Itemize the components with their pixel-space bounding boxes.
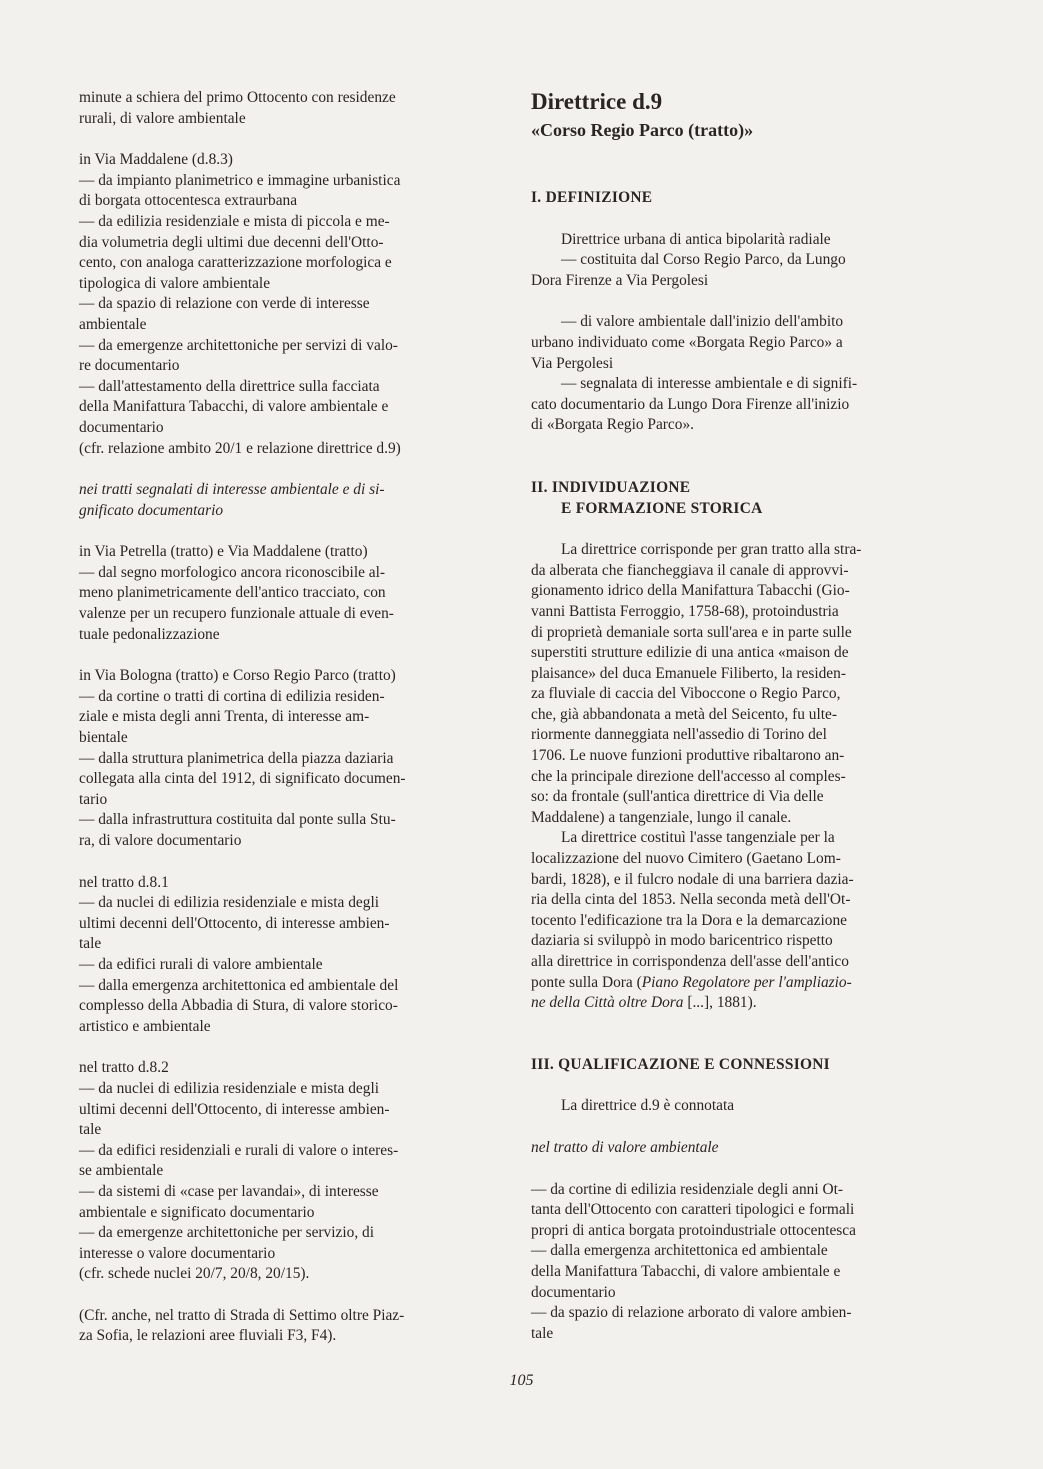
text-span-italic: ne della Città oltre Dora — [531, 994, 684, 1012]
text-line: tanta dell'Ottocento con caratteri tipologici e formali — [531, 1201, 855, 1219]
text-line: — da emergenze architettoniche per servizio, di — [79, 1224, 374, 1242]
text-line: cato documentario da Lungo Dora Firenze all'inizio — [531, 395, 850, 413]
text-line: — da impianto planimetrico e immagine urbanistica — [79, 171, 401, 189]
text-line: La direttrice costituì l'asse tangenziale per la — [561, 829, 835, 847]
text-line: in Via Maddalene (d.8.3) — [79, 151, 233, 169]
text-line: La direttrice corrisponde per gran tratto alla stra- — [561, 541, 862, 559]
text-line: — da nuclei di edilizia residenziale e mista degli — [79, 894, 380, 912]
text-line: che la principale direzione dell'accesso al comples- — [531, 767, 846, 785]
text-line: della Manifattura Tabacchi, di valore ambientale e — [79, 398, 389, 416]
text-line: complesso della Abbadia di Stura, di valore storico- — [79, 997, 398, 1015]
text-line: ultimi decenni dell'Ottocento, di interesse ambien- — [79, 1100, 390, 1118]
right-column — [531, 88, 939, 1344]
text-line: Dora Firenze a Via Pergolesi — [531, 271, 709, 289]
text-line: — da cortine di edilizia residenziale degli anni Ot- — [531, 1180, 843, 1198]
text-line: tale — [531, 1324, 554, 1342]
text-line: (Cfr. anche, nel tratto di Strada di Settimo oltre Piaz- — [79, 1306, 405, 1324]
text-line: — dalla emergenza architettonica ed ambientale del — [79, 976, 399, 994]
text-line: — segnalata di interesse ambientale e di signifi- — [561, 375, 858, 393]
text-line: so: da frontale (sull'antica direttrice di Via delle — [531, 788, 824, 806]
text-line: interesse o valore documentario — [79, 1244, 276, 1262]
text-line: — dal segno morfologico ancora riconoscibile al- — [79, 563, 386, 581]
text-line: tocento l'edificazione tra la Dora e la demarcazione — [531, 911, 847, 929]
text-line: minute a schiera del primo Ottocento con residenze — [79, 89, 396, 106]
heading-line: E FORMAZIONE STORICA — [561, 499, 763, 517]
text-line: di «Borgata Regio Parco». — [531, 416, 694, 434]
text-line: nel tratto d.8.2 — [79, 1059, 169, 1077]
text-line: tale — [79, 1121, 102, 1139]
page-number: 105 — [509, 1372, 534, 1389]
text-line: — di valore ambientale dall'inizio dell'ambito — [561, 313, 844, 331]
text-line: rurali, di valore ambientale — [79, 109, 246, 127]
text-line: se ambientale — [79, 1162, 164, 1180]
text-line: documentario — [79, 418, 164, 436]
text-span: ponte sulla Dora ( — [531, 973, 642, 991]
text-line: collegata alla cinta del 1912, di significato documen- — [79, 770, 406, 788]
text-line: propri di antica borgata protoindustriale ottocentesca — [531, 1221, 856, 1239]
text-line: — dall'attestamento della direttrice sulla facciata — [79, 377, 380, 395]
heading-line: II. INDIVIDUAZIONE — [531, 478, 691, 496]
text-line: — costituita dal Corso Regio Parco, da Lungo — [561, 251, 846, 269]
heading-individuazione — [531, 478, 939, 519]
text-line: La direttrice d.9 è connotata — [561, 1097, 735, 1115]
text-line: — da edilizia residenziale e mista di piccola e me- — [79, 212, 390, 230]
text-line: — da edifici rurali di valore ambientale — [79, 955, 323, 973]
text-line: documentario — [531, 1283, 616, 1301]
heading-definizione: I. DEFINIZIONE — [531, 189, 653, 206]
text-line: tale — [79, 935, 102, 953]
text-line: ultimi decenni dell'Ottocento, di interesse ambien- — [79, 914, 390, 932]
text-line: nel tratto d.8.1 — [79, 873, 169, 891]
text-line: artistico e ambientale — [79, 1017, 211, 1035]
text-line: Via Pergolesi — [531, 354, 614, 372]
text-line: nel tratto di valore ambientale — [531, 1138, 719, 1156]
text-line: — da emergenze architettoniche per servizi di valo- — [79, 336, 398, 354]
text-line: bientale — [79, 729, 128, 747]
left-column — [79, 88, 487, 1347]
text-line: ambientale e significato documentario — [79, 1203, 315, 1221]
text-line: daziaria si sviluppò in modo baricentrico rispetto — [531, 932, 833, 950]
text-span-italic: Piano Regolatore per l'ampliazio- — [641, 973, 852, 991]
text-line: vanni Battista Ferroggio, 1758-68), protoindustria — [531, 602, 839, 620]
text-line: — da cortine o tratti di cortina di edilizia residen- — [79, 687, 385, 705]
text-line: za fluviale di caccia del Viboccone o Regio Parco, — [531, 685, 841, 703]
text-line: dia volumetria degli ultimi due decenni dell'Otto- — [79, 233, 384, 251]
heading-qualificazione: III. QUALIFICAZIONE E CONNESSIONI — [531, 1055, 830, 1073]
text-line: (cfr. relazione ambito 20/1 e relazione direttrice d.9) — [79, 439, 401, 457]
text-line: tuale pedonalizzazione — [79, 625, 220, 643]
text-line: plaisance» del duca Emanuele Filiberto, la residen- — [531, 664, 846, 682]
text-line: di borgata ottocentesca extraurbana — [79, 192, 298, 210]
text-line: superstiti strutture edilizie di una antica «maison de — [531, 644, 849, 662]
text-line: — dalla struttura planimetrica della piazza daziaria — [79, 749, 394, 767]
text-line: bardi, 1828), e il fulcro nodale di una barriera dazia- — [531, 870, 854, 888]
text-line: riormente danneggiata nell'assedio di Torino del — [531, 726, 827, 744]
text-line: cento, con analoga caratterizzazione morfologica e — [79, 254, 392, 272]
text-line: che, già abbandonata a metà del Seicento, fu ulte- — [531, 705, 837, 723]
text-line: — da nuclei di edilizia residenziale e mista degli — [79, 1079, 380, 1097]
section-subtitle: «Corso Regio Parco (tratto)» — [531, 120, 754, 140]
text-line — [531, 973, 939, 994]
text-line: da alberata che fiancheggiava il canale di approvvi- — [531, 561, 849, 579]
text-line: za Sofia, le relazioni aree fluviali F3, F4). — [79, 1327, 337, 1345]
text-line: — dalla infrastruttura costituita dal ponte sulla Stu- — [79, 811, 396, 829]
text-line: re documentario — [79, 357, 180, 375]
text-line: (cfr. schede nuclei 20/7, 20/8, 20/15). — [79, 1265, 310, 1283]
text-line: Direttrice urbana di antica bipolarità radiale — [561, 230, 831, 248]
text-line: — da spazio di relazione con verde di interesse — [79, 295, 370, 313]
text-line: urbano individuato come «Borgata Regio Parco» a — [531, 333, 843, 351]
text-line: meno planimetricamente dell'antico tracciato, con — [79, 584, 386, 602]
text-line: — dalla emergenza architettonica ed ambientale — [531, 1242, 828, 1260]
text-line: valenze per un recupero funzionale attuale di even- — [79, 605, 394, 623]
text-line: gionamento idrico della Manifattura Tabacchi (Gio- — [531, 582, 850, 600]
text-line: di proprietà demaniale sorta sull'area e in parte sulle — [531, 623, 852, 641]
section-title: Direttrice d.9 — [531, 89, 663, 114]
text-line: ambientale — [79, 315, 147, 333]
text-line: 1706. Le nuove funzioni produttive ribaltarono an- — [531, 747, 845, 765]
text-line: ra, di valore documentario — [79, 832, 242, 849]
text-line: gnificato documentario — [79, 501, 224, 519]
text-line: in Via Bologna (tratto) e Corso Regio Parco (tratto) — [79, 667, 396, 685]
text-line: ziale e mista degli anni Trenta, di interesse am- — [79, 708, 370, 726]
text-line: della Manifattura Tabacchi, di valore ambientale e — [531, 1262, 841, 1280]
text-line: nei tratti segnalati di interesse ambientale e di si- — [79, 481, 385, 499]
text-line: localizzazione del nuovo Cimitero (Gaetano Lom- — [531, 850, 841, 868]
text-line: in Via Petrella (tratto) e Via Maddalene (tratto) — [79, 543, 368, 561]
text-line: — da edifici residenziali e rurali di valore o interes- — [79, 1141, 399, 1159]
text-line: alla direttrice in corrispondenza dell'asse dell'antico — [531, 953, 849, 970]
text-line: tipologica di valore ambientale — [79, 274, 271, 292]
text-line: Maddalene) a tangenziale, lungo il canale. — [531, 808, 792, 826]
text-span: [...], 1881). — [683, 994, 757, 1012]
text-line: ria della cinta del 1853. Nella seconda metà dell'Ot- — [531, 891, 851, 909]
text-line: — da sistemi di «case per lavandai», di interesse — [79, 1182, 379, 1200]
text-line: tario — [79, 790, 108, 808]
text-line — [531, 993, 939, 1014]
text-line: — da spazio di relazione arborato di valore ambien- — [531, 1304, 852, 1322]
